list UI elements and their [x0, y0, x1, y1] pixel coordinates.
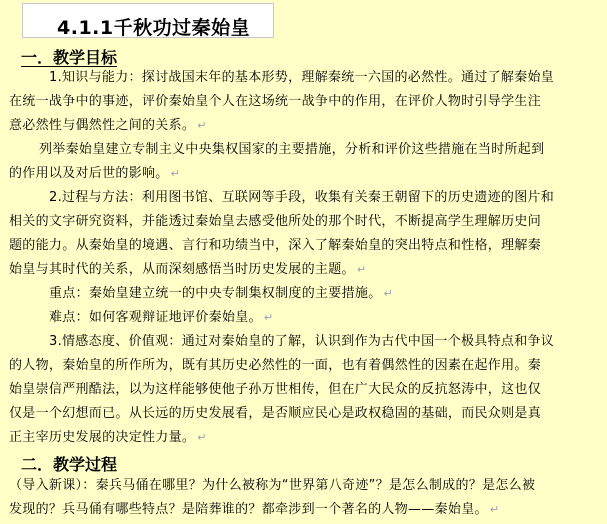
paragraph-mark: ↵: [197, 431, 207, 444]
paragraph-mark: ↵: [383, 287, 394, 300]
text-line: 3.情感态度、价值观：通过对秦始皇的了解，认识到作为古代中国一个极具特点和争议: [49, 334, 555, 349]
text-line: 发现的？兵马俑有哪些特点？是陪葬谁的？都牵涉到一个著名的人物——秦始皇。 ↵: [9, 502, 500, 517]
text-line: 始皇崇信严刑酷法，以为这样能够使他子孙万世相传，但在广大民众的反抗怒涛中，这也仅: [9, 382, 542, 397]
text-line: 2.过程与方法：利用图书馆、互联网等手段，收集有关秦王朝留下的历史遗迹的图片和: [49, 190, 555, 205]
text-line: 在统一战争中的事迹，评价秦始皇个人在这场统一战争中的作用，在评价人物时引导学生注: [9, 94, 542, 109]
page-title: 4.1.1千秋功过秦始皇: [57, 17, 251, 39]
paragraph-mark: ↵: [197, 119, 207, 132]
text-line: （导入新课）：秦兵马俑在哪里？为什么被称为“世界第八奇迹”？是怎么制成的？是怎么被: [9, 478, 536, 493]
text-line: 1.知识与能力：探讨战国末年的基本形势，理解秦统一六国的必然性。通过了解秦始皇: [49, 70, 555, 85]
text-line: 题的能力。从秦始皇的境遇、言行和功绩当中，深入了解秦始皇的突出特点和性格，理解秦: [9, 238, 542, 253]
text-line: 意必然性与偶然性之间的关系。 ↵: [9, 118, 207, 133]
text-line: 列举秦始皇建立专制主义中央集权国家的主要措施，分析和评价这些措施在当时所起到: [39, 142, 545, 157]
key-point-line: 重点：秦始皇建立统一的中央专制集权制度的主要措施。 ↵: [49, 286, 394, 301]
section-heading-process: 二．教学过程: [21, 455, 118, 474]
title-box: [22, 3, 274, 38]
text-line: 始皇与其时代的关系，从而深刻感悟当时历史发展的主题。 ↵: [9, 262, 367, 277]
paragraph-mark: ↵: [356, 263, 367, 276]
paragraph-mark: ↵: [263, 311, 274, 324]
paragraph-mark: ↵: [170, 167, 181, 180]
paragraph-mark: ↵: [489, 503, 500, 516]
text-line: 相关的文字研究资料，并能透过秦始皇去感受他所处的那个时代，不断提高学生理解历史问: [9, 214, 542, 229]
text-line: 的人物，秦始皇的所作所为，既有其历史必然性的一面，也有着偶然性的因素在起作用。秦: [9, 358, 542, 373]
text-line: 仅是一个幻想而已。从长远的历史发展看，是否顺应民心是政权稳固的基础，而民众则是真: [9, 406, 542, 421]
text-line: 正主宰历史发展的决定性力量。 ↵: [9, 430, 207, 445]
section-heading-objectives: 一．教学目标: [21, 48, 118, 67]
text-line: 的作用以及对后世的影响。 ↵: [9, 166, 181, 181]
difficulty-line: 难点：如何客观辩证地评价秦始皇。 ↵: [49, 310, 274, 325]
